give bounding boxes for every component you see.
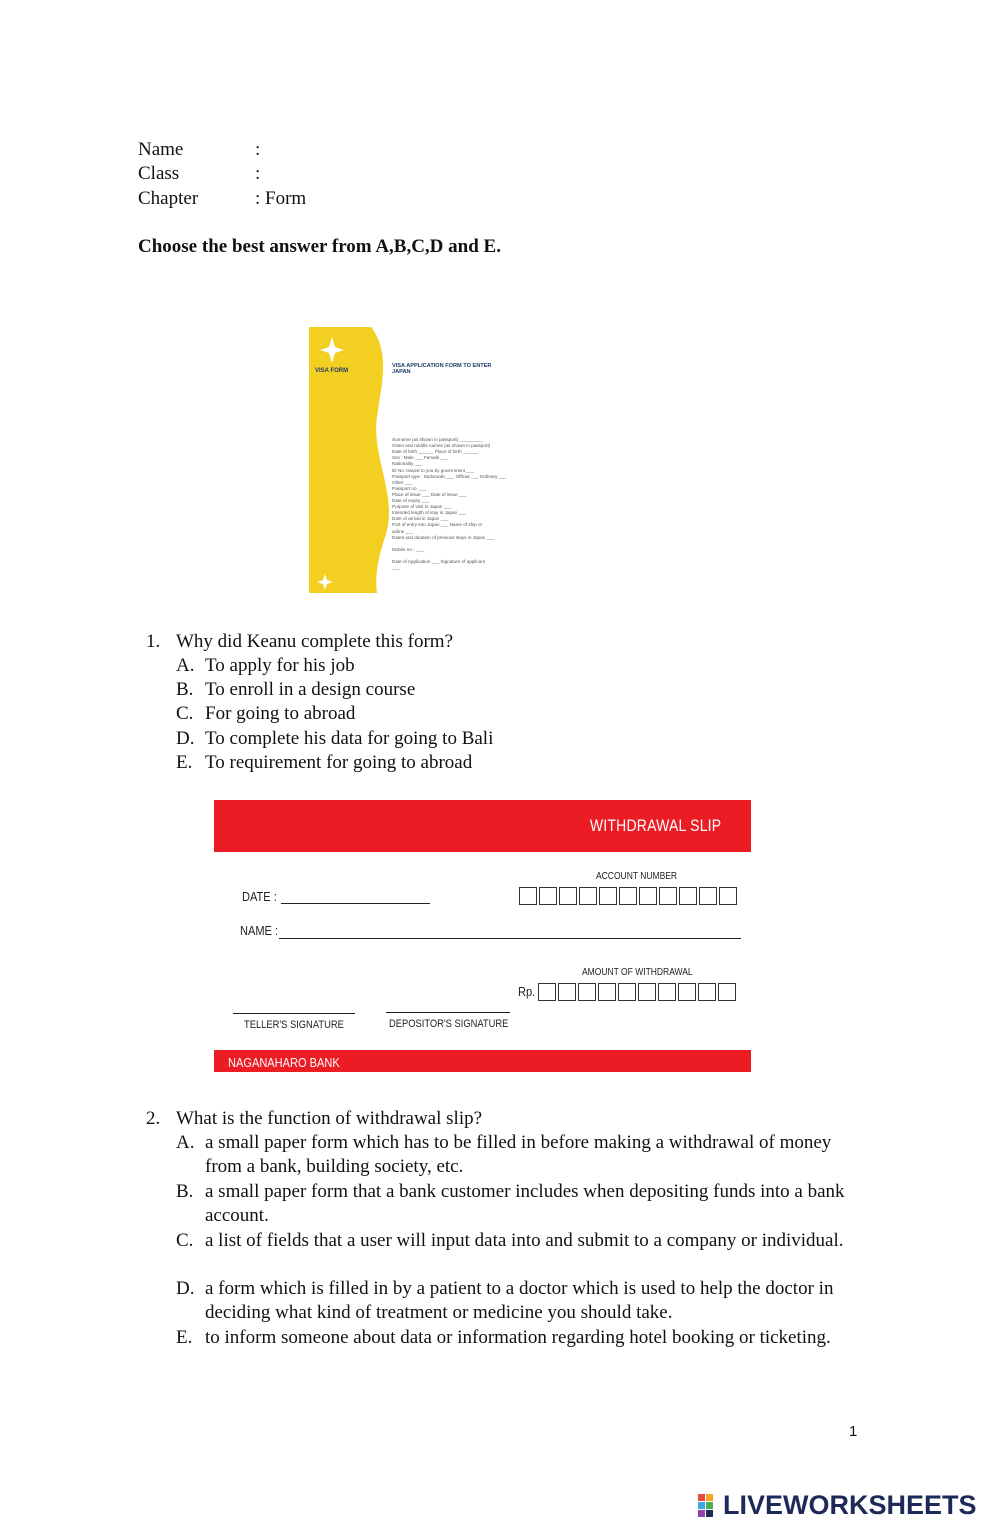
digit-box [658,983,676,1001]
option-text: a list of fields that a user will input data into and submit to a company or individual. [205,1230,844,1251]
option-text: a form which is filled in by a patient to a doctor which is used to help the doctor in deciding what kind of treatment or medicine you should take. [205,1278,834,1324]
digit-box [539,887,557,905]
visa-title-line1: VISA APPLICATION FORM TO ENTER [392,363,492,369]
option-text: a small paper form which has to be filled in before making a withdrawal of money from a bank, building society, etc. [205,1132,832,1178]
digit-box [619,887,637,905]
option-a [176,1131,866,1180]
account-number-boxes [519,887,739,905]
visa-field-line: ID No. issued to you by government ___ [392,467,474,473]
name-line [279,938,741,939]
option-a [176,654,876,678]
option-d [176,727,876,751]
date-line [281,903,430,904]
withdrawal-slip-image [214,800,751,1072]
currency-label: Rp. [518,984,536,999]
visa-field-line: Purpose of visit to Japan ___ [392,504,452,510]
teller-signature-line [233,1013,355,1014]
option-letter: D. [176,728,195,749]
digit-box [598,983,616,1001]
visa-field-line: Date of arrival in Japan ___ [392,516,449,522]
bank-name: NAGANAHARO BANK [228,1055,340,1070]
digit-box [638,983,656,1001]
teller-signature-label: TELLER'S SIGNATURE [244,1019,344,1031]
visa-field-line: Passport no. ___ [392,485,427,491]
visa-field-line: Date of expiry ___ [392,498,430,503]
digit-box [579,887,597,905]
account-number-label: ACCOUNT NUMBER [596,871,678,882]
name-label-slip: NAME : [240,923,279,938]
option-c [176,1229,866,1253]
visa-form-image [309,327,531,593]
visa-field-line: Mobile no : ___ [392,546,424,552]
brand-text: LIVEWORKSHEETS [723,1490,977,1520]
option-b [176,1180,866,1229]
digit-box [719,887,737,905]
option-text: To requirement for going to abroad [205,752,473,773]
option-text: To complete his data for going to Bali [205,728,494,749]
instruction: Choose the best answer from A,B,C,D and E. [138,236,501,257]
option-text: To apply for his job [205,655,355,676]
liveworksheets-logo [697,1490,977,1521]
amount-label: AMOUNT OF WITHDRAWAL [582,967,693,978]
digit-box [599,887,617,905]
digit-box [698,983,716,1001]
amount-boxes [538,983,738,1001]
question-1 [0,630,1000,780]
digit-box [519,887,537,905]
visa-field-line: ___ [392,565,400,571]
visa-field-line: Passport type : Diplomatic ___ Official ___ Ordinary ___ [392,473,507,479]
digit-box [558,983,576,1001]
visa-title-line2: JAPAN [392,369,411,375]
visa-field-line: Surname (as shown in passport) _________ [392,437,483,442]
digit-box [718,983,736,1001]
chapter-value: : Form [255,188,307,209]
slip-title: WITHDRAWAL SLIP [589,816,721,835]
digit-box [639,887,657,905]
digit-box [538,983,556,1001]
option-letter: A. [176,1132,195,1153]
option-letter: E. [176,1327,193,1348]
depositor-signature-line [386,1012,510,1013]
option-letter: C. [176,703,194,724]
option-text: to inform someone about data or information regarding hotel booking or ticketing. [205,1327,831,1348]
visa-field-line: Place of issue ___ Date of issue ___ [392,491,467,497]
option-b [176,678,876,702]
digit-box [679,887,697,905]
visa-field-line: Given and middle names (as shown in passport) [392,443,491,449]
visa-field-line: Date of birth ______ Place of birth ______ [392,449,479,455]
question-2 [0,1107,1000,1367]
visa-field-line: Other ___ [392,479,413,485]
visa-field-line: Intended length of stay in Japan ___ [392,510,467,516]
page-number: 1 [849,1423,858,1440]
option-d [176,1277,866,1326]
option-letter: A. [176,655,195,676]
digit-box [578,983,596,1001]
visa-field-line: airline ___ [392,528,414,534]
chapter-label: Chapter [138,188,199,209]
visa-field-line: Port of entry into Japan ___ Name of ship or [392,522,483,528]
digit-box [678,983,696,1001]
option-letter: B. [176,1181,194,1202]
class-label: Class [138,163,180,184]
digit-box [618,983,636,1001]
digit-box [699,887,717,905]
option-letter: D. [176,1278,195,1299]
class-value: : [255,163,261,184]
option-e [176,751,876,775]
option-text: To enroll in a design course [205,679,416,700]
liveworksheets-icon [697,1493,721,1519]
option-letter: C. [176,1230,194,1251]
digit-box [559,887,577,905]
digit-box [659,887,677,905]
name-label: Name [138,139,184,160]
question-2-number: 2. [146,1108,161,1129]
option-letter: E. [176,752,193,773]
visa-field-line: Sex : Male ___ Female ___ [392,455,449,461]
visa-yellow-band [309,327,389,593]
question-1-number: 1. [146,631,161,652]
visa-field-line: Dates and duration of previous stays in Japan ___ [392,534,495,540]
option-letter: B. [176,679,194,700]
visa-field-line: Date of Application ___ Signature of applicant [392,559,485,564]
depositor-signature-label: DEPOSITOR'S SIGNATURE [389,1018,509,1030]
question-2-text: What is the function of withdrawal slip? [176,1108,483,1129]
visa-side-label: VISA FORM [315,368,349,374]
option-text: a small paper form that a bank customer includes when depositing funds into a bank account. [205,1181,845,1227]
visa-field-line: Nationality ___ [392,461,423,467]
option-text: For going to abroad [205,703,356,724]
option-c [176,702,876,726]
question-1-text: Why did Keanu complete this form? [176,631,454,652]
date-label: DATE : [242,889,277,904]
name-value: : [255,139,261,160]
option-e [176,1326,866,1350]
